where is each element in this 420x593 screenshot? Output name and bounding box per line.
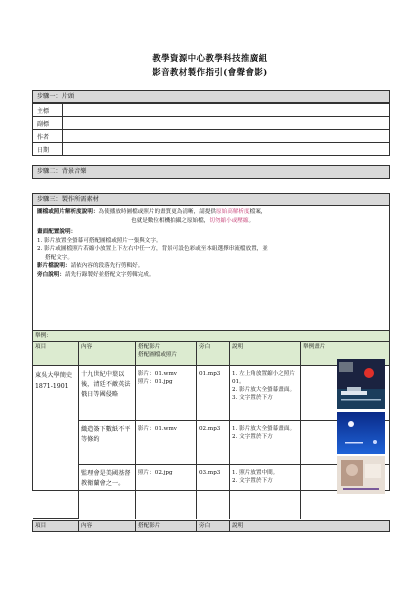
resolution-highlight: 原始高解析度 [216,209,250,215]
example-image-photo [337,456,385,494]
header-item: 項目 [33,342,79,366]
header-narration: 旁白 [197,342,230,366]
layout-label: 畫面配置說明： [37,229,77,235]
layout-item-3: 搭配文字。 [45,254,73,261]
row1-narration: 01.mp3 [197,366,230,421]
resolution-text2: 也就是數位相機拍攝之原始檔， [131,217,210,224]
bottom-header-narration: 旁白 [197,521,230,532]
example-image-harbor [337,359,385,409]
bottom-header-media: 搭配影片 [136,521,197,532]
row2-note-1: 1. 影片放大全螢幕畫面。 [232,426,296,432]
row1-note-1: 1. 左上角放置縮小之照片 01。 [232,371,296,385]
step1-table [33,103,389,156]
row1-note-3: 3. 文字置於下方 [232,395,273,401]
author-field[interactable] [63,130,390,143]
bottom-header-item: 項目 [33,521,79,532]
row1-content: 十九世紀中葉以後，清廷不敵英法俄日等國侵略 [79,366,136,421]
header-notes: 說明 [230,342,301,366]
author-label: 作者 [33,130,63,143]
resolution-highlight2: 切勿縮小或壓縮 [209,217,249,224]
main-title-field[interactable] [63,104,390,117]
main-title-label: 主標 [33,104,63,117]
subtitle-label: 副標 [33,117,63,130]
film-label: 影片檔說明： [37,263,71,269]
step2-header: 步驟二：背景音樂 [33,166,389,178]
row2-note-2: 2. 文字置於下方 [232,434,273,440]
layout-item-1: 1. 影片放置全螢幕可搭配圖檔或照片一張與文字。 [37,237,162,244]
row1-media: 影片：01.wmv 照片：01.jpg [136,366,197,421]
subtitle-field[interactable] [63,117,390,130]
resolution-note [37,208,387,279]
resolution-text-end: 檔案， [249,209,267,215]
header-media: 搭配影片 搭配圖檔或照片 [136,342,197,366]
bottom-header-content: 內容 [79,521,136,532]
document-title: 教學資源中心教學科技推廣組 [152,53,268,63]
bottom-table [32,520,390,532]
narration-label: 旁白說明： [37,271,65,278]
row3-narration: 03.mp3 [197,465,230,519]
row2-content: 織造簽下數紙不平等條約 [79,421,136,465]
row3-content: 監理會是美國基督教衛蘭會之一。 [79,465,136,519]
layout-item-2: 2. 影片或圖檔照片若縮小放置上下左右中任一方，背景可設色彩或至本組選擇串流檔放置，並 [37,246,268,252]
row3-media: 照片：02.jpg [136,465,197,519]
example-image-night [337,412,385,454]
step1-box [32,90,390,156]
narration-text: 請先行錄製好並搭配文字剪輯完成。 [64,271,155,278]
date-label: 日期 [33,143,63,156]
step3-box [32,193,390,491]
row3-note-2: 2. 文字置於下方 [232,478,273,484]
example-label: 舉例： [33,331,389,342]
row2-media: 影片：01.wmv [136,421,197,465]
resolution-text2-end: 。 [248,217,255,224]
document-subtitle: 影音教材製作指引(會聲會影) [152,67,268,77]
film-text: 請依內容的段落先行剪輯好。 [70,263,144,269]
row3-notes [230,465,301,519]
row2-narration: 02.mp3 [197,421,230,465]
row3-note-1: 1. 照片放置中間。 [232,470,279,476]
resolution-label: 圖檔或照片解析度說明： [37,209,99,215]
row2-notes [230,421,301,465]
bottom-header-notes: 說明 [230,521,390,532]
resolution-text: 為使播放時圖檔或照片的畫質更為清晰，請提供 [98,209,217,215]
step2-box [32,165,390,179]
example-table [33,330,389,519]
header-content: 內容 [79,342,136,366]
date-field[interactable] [63,143,390,156]
row1-note-2: 2. 影片放大全螢幕畫面。 [232,387,296,393]
step3-header: 步驟三：製作所需素材 [33,194,389,206]
item-cell: 東吳大學簡史 1871-1901 [33,366,79,519]
step1-header: 步驟一：片頭 [33,91,389,103]
header-example: 舉例畫片 [301,342,390,366]
row1-notes [230,366,301,421]
